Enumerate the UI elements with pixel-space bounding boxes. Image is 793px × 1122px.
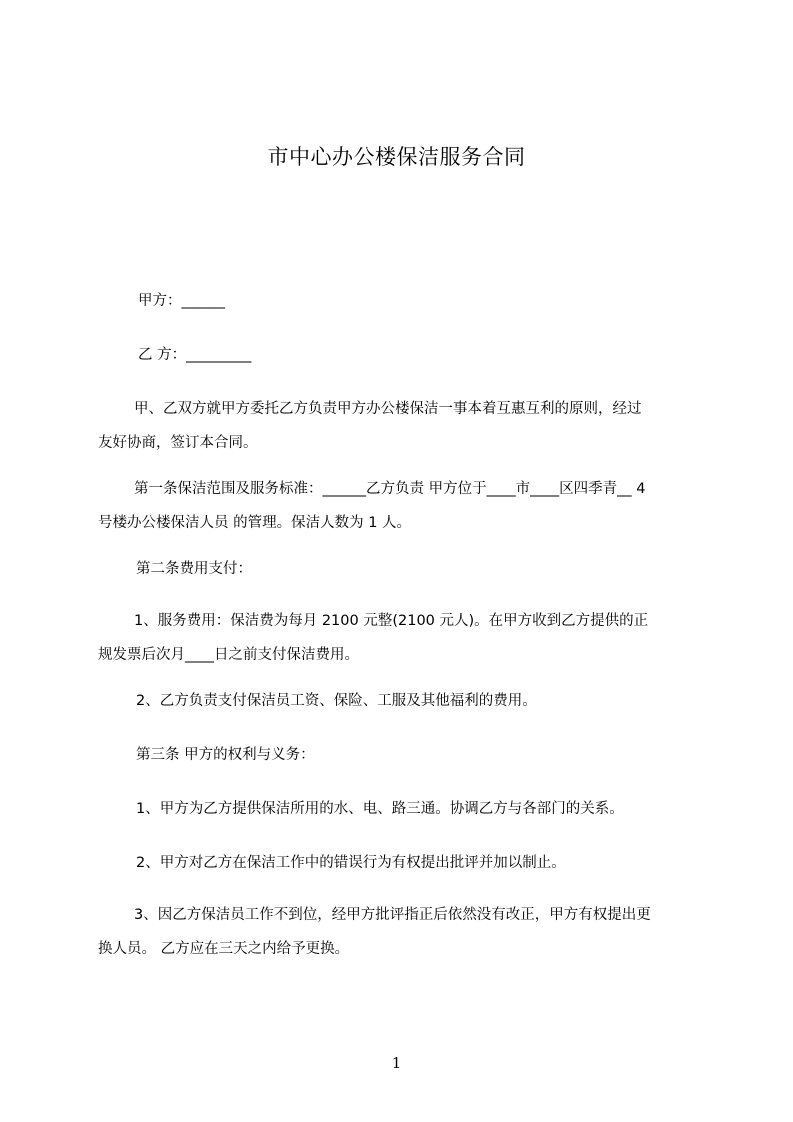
text-line: 换人员。 乙方应在三天之内给予更换。 bbox=[98, 941, 350, 957]
text-line: 2、甲方对乙方在保洁工作中的错误行为有权提出批评并加以制止。 bbox=[136, 855, 566, 871]
article-2-item-1 bbox=[98, 604, 710, 672]
text-line: 甲、乙双方就甲方委托乙方负责甲方办公楼保洁一事本着互惠互利的原则，经过 bbox=[134, 401, 642, 417]
document-title: 市中心办公楼保洁服务合同 bbox=[267, 145, 526, 169]
article-2-item-2 bbox=[136, 684, 748, 718]
text-line: 友好协商，签订本合同。 bbox=[98, 435, 258, 451]
article-3-item-3 bbox=[98, 898, 710, 966]
party-b-line bbox=[138, 338, 750, 372]
text-line: 甲方：______ bbox=[138, 293, 225, 309]
party-a-line bbox=[138, 284, 750, 318]
text-line: 乙 方：_________ bbox=[138, 347, 252, 363]
text-line: 第二条费用支付： bbox=[136, 561, 252, 577]
article-2-heading bbox=[136, 552, 748, 586]
page-number: 1 bbox=[391, 1054, 402, 1072]
preamble-paragraph bbox=[98, 392, 710, 460]
text-line: 第一条保洁范围及服务标准：______乙方负责 甲方位于____市____区四季青__ 4 bbox=[134, 481, 646, 497]
text-line: 1、甲方为乙方提供保洁所用的水、电、路三通。协调乙方与各部门的关系。 bbox=[136, 801, 624, 817]
text-line: 第三条 甲方的权利与义务： bbox=[136, 747, 315, 763]
text-line: 规发票后次月____日之前支付保洁费用。 bbox=[98, 647, 359, 663]
article-3-item-1 bbox=[136, 792, 748, 826]
article-3-item-2 bbox=[136, 846, 748, 880]
text-line: 号楼办公楼保洁人员 的管理。保洁人数为 1 人。 bbox=[98, 515, 412, 531]
article-1-paragraph bbox=[98, 472, 710, 540]
article-3-heading bbox=[136, 738, 748, 772]
text-line: 3、因乙方保洁员工作不到位，经甲方批评指正后依然没有改正，甲方有权提出更 bbox=[134, 907, 651, 923]
text-line: 1、服务费用：保洁费为每月 2100 元整(2100 元人)。在甲方收到乙方提供的正 bbox=[134, 613, 649, 629]
text-line: 2、乙方负责支付保洁员工资、保险、工服及其他福利的费用。 bbox=[136, 693, 537, 709]
